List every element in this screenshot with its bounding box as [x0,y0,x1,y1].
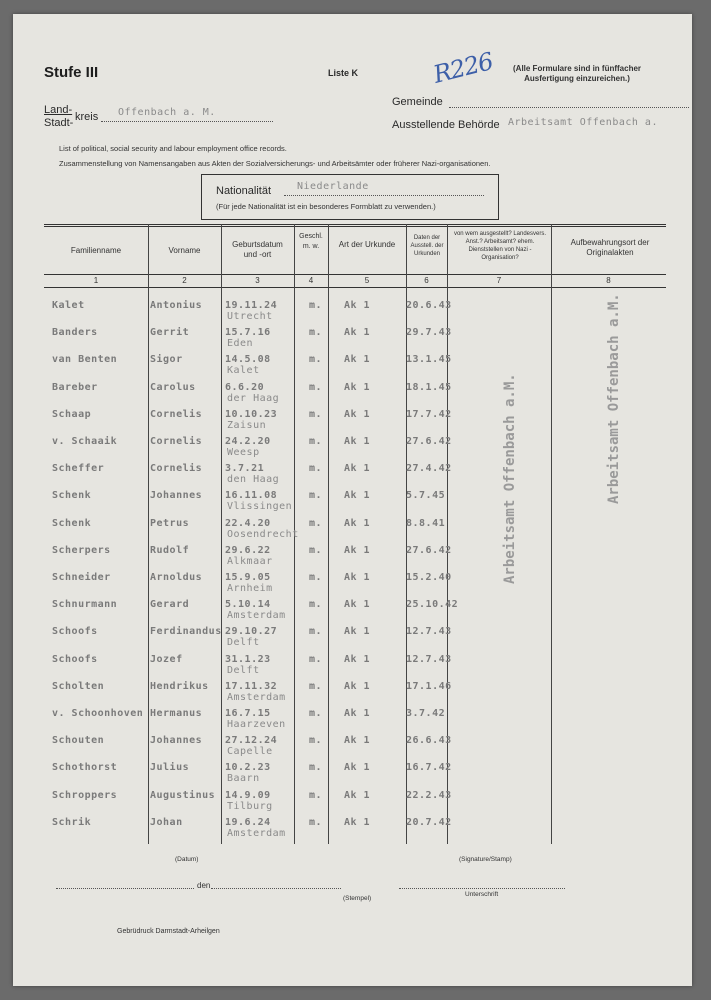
cell-docdate: 12.7.43 [406,626,452,638]
cell-birthplace: Haarzeven [227,719,286,730]
cell-surname: Schroppers [52,789,118,801]
cell-firstname: Johan [150,816,183,828]
cell-birthdate: 24.2.20 [225,436,271,447]
nationality-note: (Für jede Nationalität ist ein besonderes Formblatt zu verwenden.) [216,202,436,211]
cell-birthdate: 22.4.20 [225,517,271,529]
cell-birthdate: 10.2.23 [225,762,271,774]
cell-birthdate: 6.6.20 [225,381,265,393]
behoerde-value: Arbeitsamt Offenbach a. [508,117,658,128]
cell-firstname: Johannes [150,735,203,747]
english-caption: List of political, social security and labour employment office records. [59,144,287,153]
cell-birthplace: Utrecht [227,311,273,322]
handwritten-mark: R226 [430,47,496,89]
cell-docdate: 18.1.45 [406,381,452,393]
cell-doctype: Ak 1 [344,381,371,393]
cell-firstname: Cornelis [150,436,203,447]
cell-birthplace: Tilburg [227,800,273,812]
cell-firstname: Rudolf [150,544,190,556]
cell-birthplace: Amsterdam [227,691,286,703]
cell-birthdate: 29.10.27 [225,626,278,638]
cell-sex: m. [309,300,323,311]
records-table [44,224,666,844]
cell-docdate: 13.1.45 [406,354,452,366]
cell-doctype: Ak 1 [344,816,371,828]
den-label: den [197,881,211,890]
nationality-value: Niederlande [297,181,369,192]
kreis-value: Offenbach a. M. [118,107,216,118]
cell-birthdate: 27.12.24 [225,735,278,747]
cell-surname: Schothorst [52,762,118,774]
stadt-label: Stadt- [44,117,74,129]
cell-surname: v. Schoonhoven [52,708,144,719]
cell-birthplace: Kalet [227,365,260,377]
cell-firstname: Antonius [150,300,203,311]
cell-surname: Schoofs [52,653,98,665]
cell-doctype: Ak 1 [344,463,371,475]
liste-label: Liste K [328,68,359,78]
nationality-label: Nationalität [216,185,272,197]
cell-surname: Schaap [52,408,92,420]
cell-birthplace: Delft [227,637,260,649]
cell-sex: m. [309,408,323,420]
cell-sex: m. [309,762,323,774]
cell-birthdate: 16.7.15 [225,708,271,719]
cell-birthplace: Arnheim [227,583,273,594]
cell-birthplace: Eden [227,338,254,350]
cell-birthdate: 19.11.24 [225,300,278,311]
behoerde-label: Ausstellende Behörde [392,119,500,131]
stempel-label: (Stempel) [343,895,372,902]
cell-sex: m. [309,599,323,611]
cell-birthdate: 17.11.32 [225,680,278,692]
cell-docdate: 3.7.42 [406,708,446,719]
cell-doctype: Ak 1 [344,572,371,583]
cell-birthplace: der Haag [227,392,280,404]
signature-label: (Signature/Stamp) [459,856,512,863]
header-archive: Aufbewahrungsort der Originalakten [570,238,650,257]
cell-birthplace: den Haag [227,474,280,486]
gemeinde-label: Gemeinde [392,96,443,108]
cell-surname: Schrik [52,816,92,828]
header-sex: Geschl. m. w. [299,233,323,250]
cell-docdate: 27.6.42 [406,544,452,556]
cell-docdate: 27.6.42 [406,436,452,447]
header-firstname: Vorname [168,246,201,255]
cell-surname: Schnurmann [52,599,118,611]
cell-surname: Banders [52,327,98,339]
cell-docdate: 15.2.40 [406,572,452,583]
cell-birthdate: 31.1.23 [225,653,271,665]
cell-docdate: 26.6.43 [406,735,452,747]
cell-doctype: Ak 1 [344,354,371,366]
cell-sex: m. [309,354,323,366]
cell-doctype: Ak 1 [344,517,371,529]
header-birth: Geburtsdatum und -ort [232,240,283,259]
cell-birthplace: Amsterdam [227,610,286,622]
cell-doctype: Ak 1 [344,599,371,611]
cell-docdate: 20.6.43 [406,300,452,311]
form-note [513,64,641,84]
cell-doctype: Ak 1 [344,544,371,556]
printer-imprint: Gebrüdruck Darmstadt-Arheilgen [117,928,220,935]
colnum-1: 1 [93,276,99,285]
cell-birthdate: 14.9.09 [225,789,271,801]
cell-surname: Schoofs [52,626,98,638]
stufe-title: Stufe III [44,64,99,81]
cell-firstname: Sigor [150,354,183,366]
cell-doctype: Ak 1 [344,436,371,447]
cell-sex: m. [309,816,323,828]
cell-sex: m. [309,789,323,801]
header-doctype: Art der Urkunde [338,240,396,249]
cell-surname: Schneider [52,572,111,583]
cell-surname: Schenk [52,517,92,529]
date-label: (Datum) [175,856,199,863]
cell-firstname: Ferdinandus [150,626,222,638]
cell-firstname: Cornelis [150,408,203,420]
cell-surname: Scherpers [52,544,111,556]
colnum-8: 8 [606,276,611,285]
cell-sex: m. [309,735,323,747]
cell-doctype: Ak 1 [344,762,371,774]
cell-birthplace: Zaisun [227,419,267,431]
cell-surname: Scholten [52,680,105,692]
cell-docdate: 17.1.46 [406,680,452,692]
kreis-label: kreis [75,111,99,123]
header-surname: Familienname [70,246,122,255]
cell-firstname: Julius [150,762,190,774]
cell-birthplace: Alkmaar [227,555,273,567]
cell-firstname: Gerard [150,599,190,611]
cell-birthplace: Baarn [227,773,260,785]
cell-firstname: Gerrit [150,327,190,339]
land-label: Land- [44,104,73,116]
cell-firstname: Augustinus [150,789,216,801]
cell-doctype: Ak 1 [344,708,371,719]
cell-firstname: Johannes [150,490,203,502]
unterschrift-label: Unterschrift [465,891,499,898]
cell-birthplace: Oosendrecht [227,528,299,540]
cell-doctype: Ak 1 [344,490,371,502]
cell-surname: Bareber [52,381,98,393]
cell-birthplace: Weesp [227,447,260,458]
cell-docdate: 29.7.43 [406,327,452,339]
cell-sex: m. [309,517,323,529]
cell-birthdate: 15.9.05 [225,572,271,583]
colnum-4: 4 [308,276,314,285]
header-docdate: Daten der Ausstell. der Urkunden [410,235,444,257]
cell-birthplace: Delft [227,664,260,676]
cell-sex: m. [309,708,323,719]
cell-firstname: Cornelis [150,463,203,475]
cell-birthplace: Capelle [227,746,273,758]
cell-docdate: 5.7.45 [406,490,446,502]
cell-surname: Kalet [52,300,85,311]
cell-doctype: Ak 1 [344,327,371,339]
colnum-3: 3 [255,276,260,285]
cell-firstname: Jozef [150,653,183,665]
cell-birthdate: 15.7.16 [225,327,271,339]
cell-birthdate: 5.10.14 [225,599,271,611]
cell-doctype: Ak 1 [344,300,371,311]
cell-docdate: 12.7.43 [406,653,452,665]
cell-surname: Schenk [52,490,92,502]
cell-doctype: Ak 1 [344,408,371,420]
cell-docdate: 22.2.43 [406,789,452,801]
cell-birthdate: 10.10.23 [225,408,278,420]
cell-docdate: 8.8.41 [406,517,446,529]
cell-sex: m. [309,381,323,393]
cell-birthdate: 16.11.08 [225,490,278,502]
cell-birthplace: Vlissingen [227,501,293,513]
cell-birthdate: 3.7.21 [225,463,265,475]
cell-sex: m. [309,463,323,475]
cell-docdate: 16.7.42 [406,762,452,774]
colnum-5: 5 [364,276,370,285]
cell-firstname: Hendrikus [150,680,209,692]
cell-doctype: Ak 1 [344,626,371,638]
cell-sex: m. [309,490,323,502]
cell-sex: m. [309,680,323,692]
cell-doctype: Ak 1 [344,653,371,665]
german-caption: Zusammenstellung von Namensangaben aus Akten der Sozialversicherungs- und Arbeitsämter oder früherer Nazi-organisationen. [59,159,491,168]
cell-docdate: 20.7.42 [406,816,452,828]
form-note-line1: (Alle Formulare sind in fünffacher [513,64,642,73]
cell-sex: m. [309,626,323,638]
header-issuer: von wem ausgestellt? Landesvers. Anst.? Arbeitsamt? ehem. Dienststellen von Nazi - Organisation? [453,231,547,261]
colnum-7: 7 [496,276,502,285]
cell-sex: m. [309,544,323,556]
cell-docdate: 17.7.42 [406,408,452,420]
cell-doctype: Ak 1 [344,680,371,692]
cell-docdate: 27.4.42 [406,463,452,475]
nationality-box [201,174,499,220]
cell-surname: v. Schaaik [52,436,118,447]
cell-docdate: 25.10.42 [406,599,459,611]
document-page [13,14,692,986]
cell-doctype: Ak 1 [344,789,371,801]
colnum-6: 6 [424,276,429,285]
cell-surname: van Benten [52,354,118,366]
cell-birthdate: 19.6.24 [225,816,271,828]
cell-firstname: Carolus [150,381,196,393]
colnum-2: 2 [182,276,187,285]
form-note-line2: Ausfertigung einzureichen.) [524,74,630,83]
cell-sex: m. [309,653,323,665]
cell-sex: m. [309,327,323,339]
cell-birthplace: Amsterdam [227,827,286,839]
cell-firstname: Hermanus [150,708,203,719]
cell-birthdate: 29.6.22 [225,544,271,556]
cell-surname: Schouten [52,735,105,747]
cell-firstname: Petrus [150,517,190,529]
stamp-col7: Arbeitsamt Offenbach a.M. [502,373,518,584]
cell-doctype: Ak 1 [344,735,371,747]
cell-birthdate: 14.5.08 [225,354,271,366]
cell-firstname: Arnoldus [150,572,203,583]
cell-surname: Scheffer [52,463,105,475]
cell-sex: m. [309,436,323,447]
stamp-col8: Arbeitsamt Offenbach a.M. [606,293,622,504]
cell-sex: m. [309,572,323,583]
